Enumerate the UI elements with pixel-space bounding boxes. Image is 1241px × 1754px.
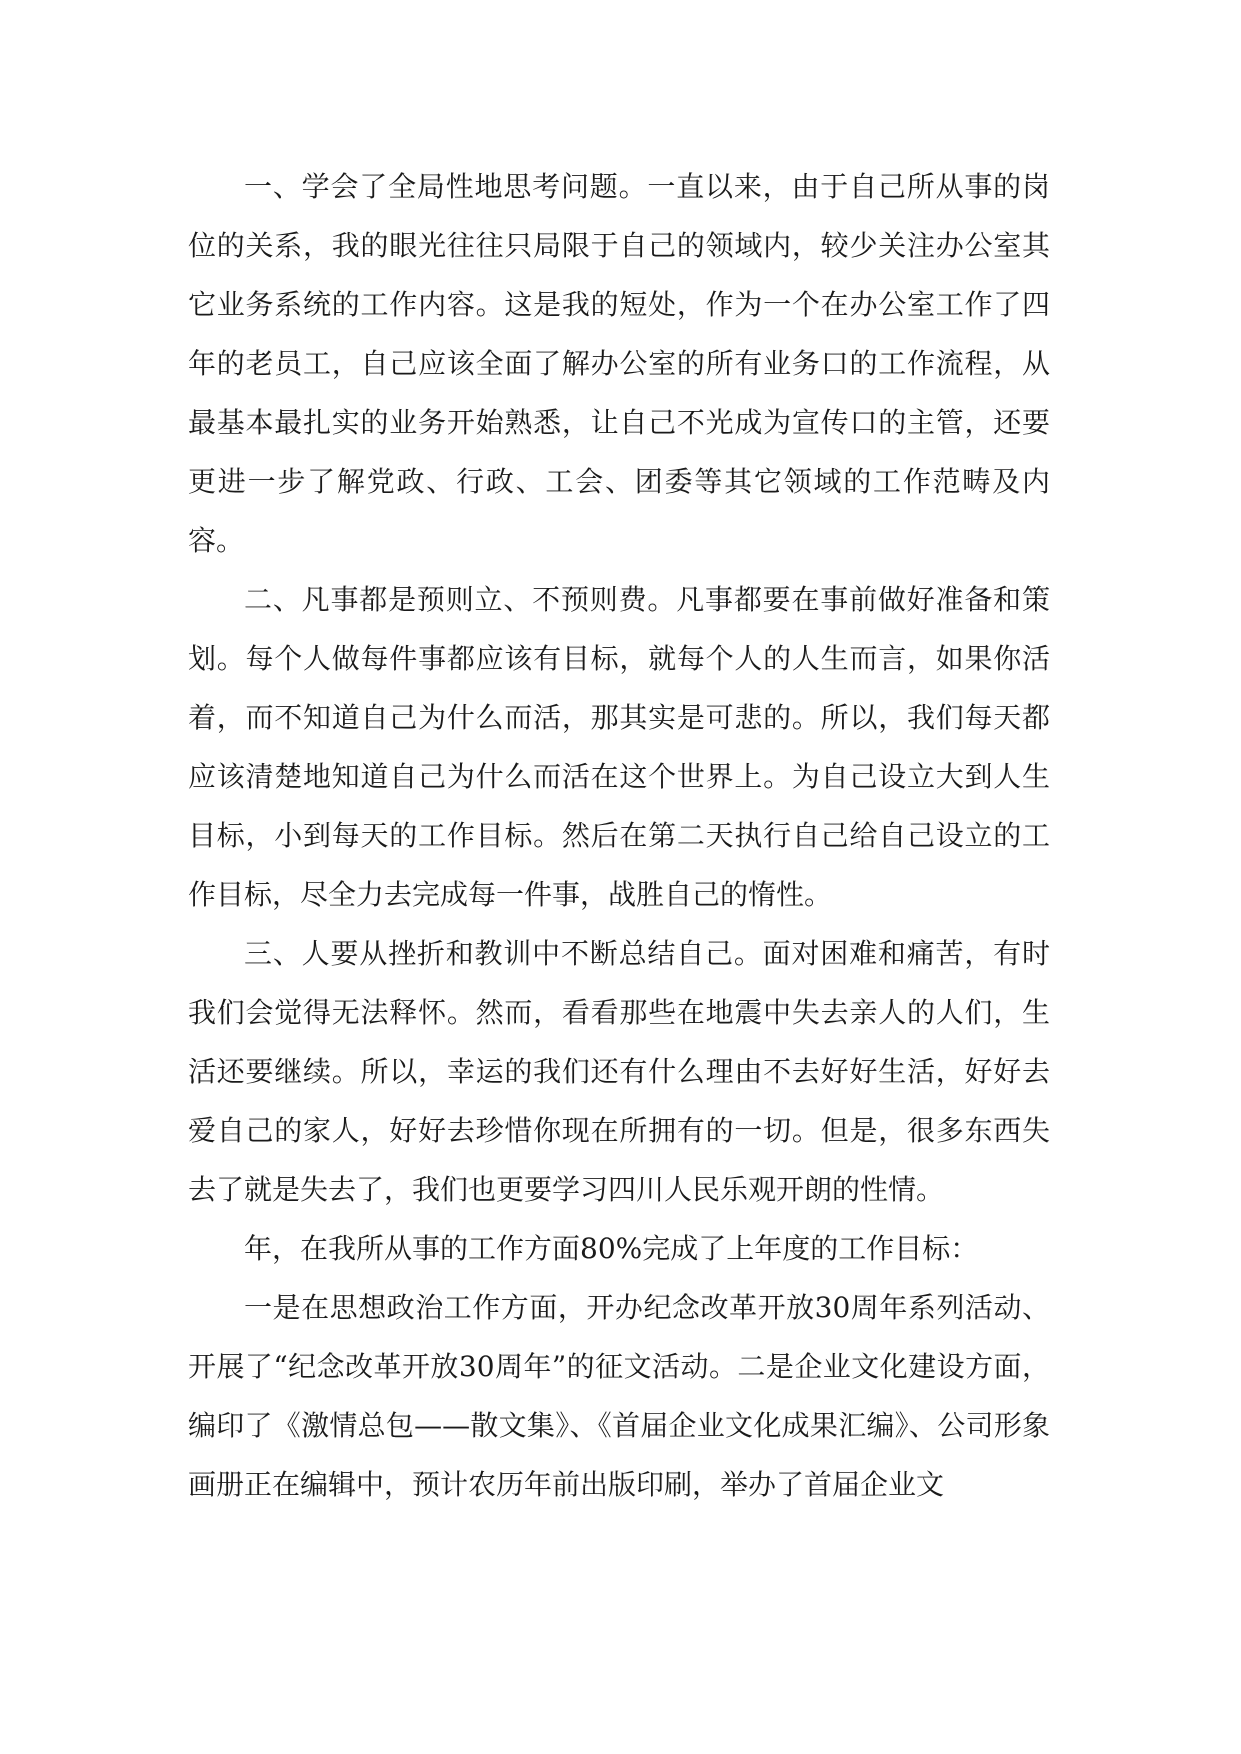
paragraph-annual-goal: 年，在我所从事的工作方面80%完成了上年度的工作目标：	[244, 1232, 979, 1265]
paragraph-preparation: 二、凡事都是预则立、不预则费。凡事都要在事前做好准备和策划。每个人做每件事都应该有目标，就每个人的人生而言，如果你活着，而不知道自己为什么而活，那其实是可悲的。所以，我们每天都应该清楚地知道自己为什么而活在这个世界上。为自己设立大到人生目标，小到每天的工作目标。然后在第二天执行自己给自己设立的工作目标，尽全力去完成每一件事，战胜自己的惰性。	[188, 583, 1050, 911]
paragraph-work-details: 一是在思想政治工作方面，开办纪念改革开放30周年系列活动、开展了“纪念改革开放30周年”的征文活动。二是企业文化建设方面，编印了《激情总包——散文集》、《首届企业文化成果汇编》、公司形象画册正在编辑中，预计农历年前出版印刷，举办了首届企业文	[188, 1291, 1050, 1501]
document-body	[188, 157, 1050, 1514]
paragraph-setbacks: 三、人要从挫折和教训中不断总结自己。面对困难和痛苦，有时我们会觉得无法释怀。然而，看看那些在地震中失去亲人的人们，生活还要继续。所以，幸运的我们还有什么理由不去好好生活，好好去爱自己的家人，好好去珍惜你现在所拥有的一切。但是，很多东西失去了就是失去了，我们也更要学习四川人民乐观开朗的性情。	[188, 937, 1050, 1206]
paragraph-global-thinking: 一、学会了全局性地思考问题。一直以来，由于自己所从事的岗位的关系，我的眼光往往只局限于自己的领域内，较少关注办公室其它业务系统的工作内容。这是我的短处，作为一个在办公室工作了四年的老员工，自己应该全面了解办公室的所有业务口的工作流程，从最基本最扎实的业务开始熟悉，让自己不光成为宣传口的主管，还要更进一步了解党政、行政、工会、团委等其它领域的工作范畴及内容。	[188, 170, 1050, 557]
